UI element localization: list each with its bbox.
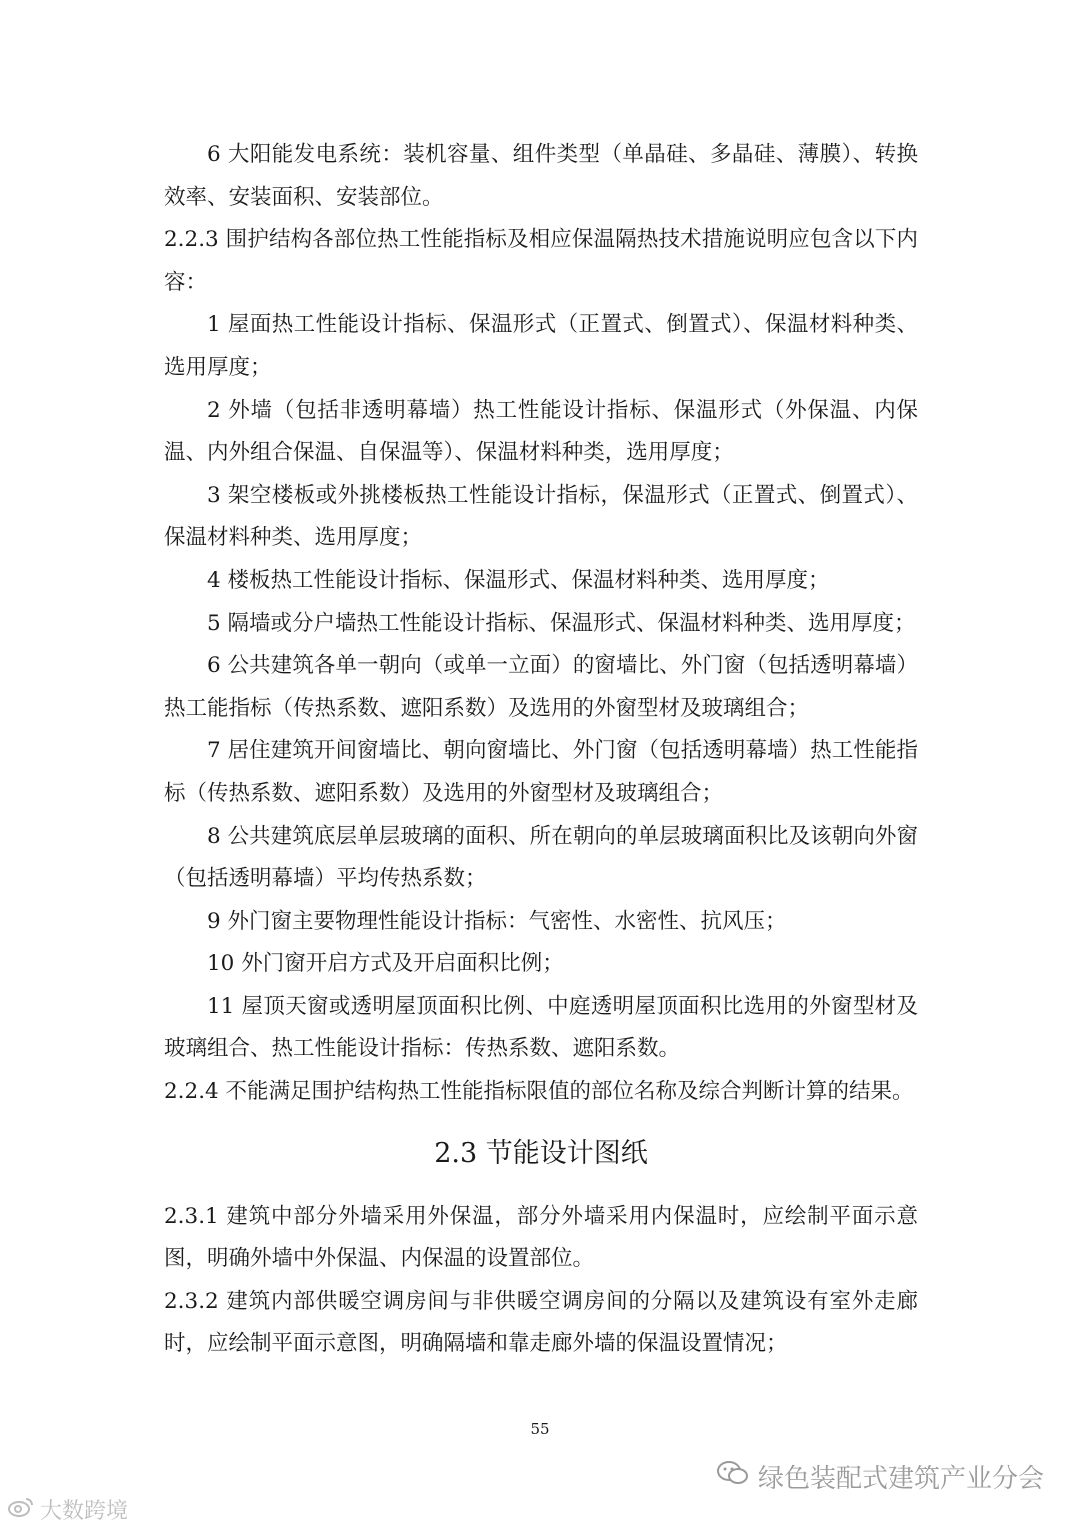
body-paragraph: 6 大阳能发电系统：装机容量、组件类型（单晶硅、多晶硅、薄膜）、转换效率、安装面积、安装部位。 [164,142,918,210]
watermark-right [716,1458,1044,1495]
section-title: 2.3 节能设计图纸 [434,1137,648,1169]
page-number: 55 [530,1420,550,1438]
body-paragraph: 1 屋面热工性能设计指标、保温形式（正置式、倒置式）、保温材料种类、选用厚度； [164,312,918,380]
body-paragraph: 10 外门窗开启方式及开启面积比例； [207,951,564,977]
body-paragraph: 2.2.4 不能满足围护结构热工性能指标限值的部位名称及综合判断计算的结果。 [164,1079,914,1105]
body-paragraph: 9 外门窗主要物理性能设计指标：气密性、水密性、抗风压； [207,908,787,934]
watermark-left [8,1494,128,1525]
body-paragraph: 7 居住建筑开间窗墙比、朝向窗墙比、外门窗（包括透明幕墙）热工性能指标（传热系数、遮阳系数）及选用的外窗型材及玻璃组合； [164,738,918,806]
body-paragraph: 8 公共建筑底层单层玻璃的面积、所在朝向的单层玻璃面积比及该朝向外窗（包括透明幕墙）平均传热系数； [164,823,918,892]
body-paragraph: 2 外墙（包括非透明幕墙）热工性能设计指标、保温形式（外保温、内保温、内外组合保温、自保温等）、保温材料种类，选用厚度； [164,397,918,466]
body-paragraph: 4 楼板热工性能设计指标、保温形式、保温材料种类、选用厚度； [207,567,830,593]
body-paragraph: 11 屋顶天窗或透明屋顶面积比例、中庭透明屋顶面积比选用的外窗型材及玻璃组合、热工性能设计指标：传热系数、遮阳系数。 [164,993,918,1062]
weibo-logo-icon [8,1497,34,1523]
body-paragraph: 3 架空楼板或外挑楼板热工性能设计指标，保温形式（正置式、倒置式）、保温材料种类、选用厚度； [164,482,918,551]
paragraph-list [164,134,918,1114]
body-paragraph: 2.3.1 建筑中部分外墙采用外保温，部分外墙采用内保温时，应绘制平面示意图，明确外墙中外保温、内保温的设置部位。 [164,1203,918,1272]
body-paragraph: 6 公共建筑各单一朝向（或单一立面）的窗墙比、外门窗（包括透明幕墙）热工能指标（传热系数、遮阳系数）及选用的外窗型材及玻璃组合； [164,653,918,721]
watermark-right-text: 绿色装配式建筑产业分会 [757,1464,1044,1494]
watermark-left-text: 大数跨境 [40,1499,129,1524]
body-paragraph: 2.3.2 建筑内部供暖空调房间与非供暖空调房间的分隔以及建筑设有室外走廊时，应绘制平面示意图，明确隔墙和靠走廊外墙的保温设置情况； [164,1288,918,1357]
page-content [164,134,918,1366]
paragraph-list-after [164,1196,918,1366]
wechat-logo-icon [716,1459,750,1494]
body-paragraph: 5 隔墙或分户墙热工性能设计指标、保温形式、保温材料种类、选用厚度； [207,610,916,636]
body-paragraph: 2.2.3 围护结构各部位热工性能指标及相应保温隔热技术措施说明应包含以下内容： [164,227,918,295]
